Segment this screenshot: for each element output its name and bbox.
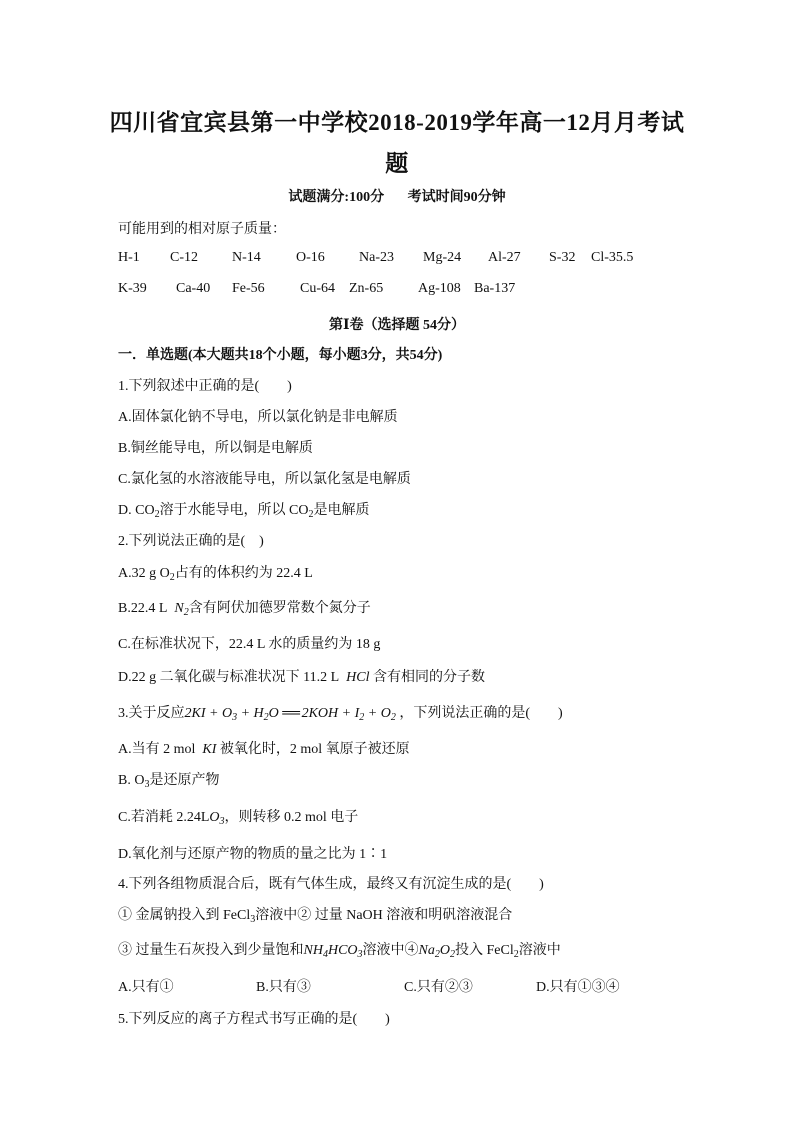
text: ，下列说法正确的是( ) xyxy=(399,706,563,721)
atomic-mass-row1 xyxy=(0,250,794,270)
text: 溶液中② 过量 NaOH 溶液和明矾溶液混合 xyxy=(255,908,513,923)
mass-item: Cl-35.5 xyxy=(591,250,634,265)
q1-option-b: B.铜丝能导电，所以铜是电解质 xyxy=(118,441,313,456)
mass-item: C-12 xyxy=(170,250,198,265)
q3-stem xyxy=(118,702,563,722)
mass-item: Ca-40 xyxy=(176,281,211,296)
q3-option-b xyxy=(118,769,219,789)
formula: Na xyxy=(418,943,435,958)
mass-item: O-16 xyxy=(296,250,325,265)
mass-item: Fe-56 xyxy=(232,281,265,296)
formula: KI xyxy=(202,742,217,757)
subscript: 2 xyxy=(359,712,365,723)
text: A.当有 2 mol xyxy=(118,742,196,757)
exam-info xyxy=(0,186,794,206)
text: D.22 g 二氧化碳与标准状况下 11.2 L xyxy=(118,670,340,685)
q4-option-b: B.只有③ xyxy=(256,980,311,995)
eq-part: 2KOH + I xyxy=(301,706,360,721)
q4-options xyxy=(118,976,678,996)
formula: O xyxy=(439,943,450,958)
q4-line2 xyxy=(118,939,561,959)
eq-part: 2KI + O xyxy=(184,706,233,721)
mass-item: N-14 xyxy=(232,250,261,265)
q4-option-a: A.只有① xyxy=(118,980,174,995)
text: 3.关于反应 xyxy=(118,706,185,721)
text: 是电解质 xyxy=(313,503,370,518)
q4-stem: 4.下列各组物质混合后，既有气体生成，最终又有沉淀生成的是( ) xyxy=(118,877,544,892)
q2-option-c: C.在标准状况下，22.4 L 水的质量约为 18 g xyxy=(118,637,381,652)
eq-part: O xyxy=(268,706,279,721)
equation xyxy=(185,706,279,721)
q1-option-d xyxy=(118,499,370,519)
mass-item: Cu-64 xyxy=(300,281,335,296)
q2-option-a xyxy=(118,562,313,582)
text: 含有阿伏加德罗常数个氮分子 xyxy=(188,601,371,616)
subscript: 2 xyxy=(154,509,160,520)
q3-option-a xyxy=(118,738,410,758)
q4-line1 xyxy=(118,904,512,924)
subscript: 4 xyxy=(322,949,328,960)
formula: O xyxy=(209,810,220,825)
full-marks: 试题满分:100分 xyxy=(288,190,385,205)
mass-item: Ag-108 xyxy=(418,281,461,296)
part-title: 第Ⅰ卷（选择题 54分） xyxy=(328,318,466,333)
q3-option-d: D.氧化剂与还原产物的物质的量之比为 1∶1 xyxy=(118,847,388,862)
formula: NH xyxy=(303,943,323,958)
q4-option-d: D.只有①③④ xyxy=(536,980,620,995)
q1-stem: 1.下列叙述中正确的是( ) xyxy=(118,379,292,394)
eq-part: + O xyxy=(364,706,391,721)
formula: HCl xyxy=(346,670,370,685)
subscript: 2 xyxy=(449,949,455,960)
text: 溶于水能导电，所以 CO xyxy=(159,503,309,518)
q1-option-a: A.固体氯化钠不导电，所以氯化钠是非电解质 xyxy=(118,410,398,425)
exam-title-line2: 题 xyxy=(385,151,409,176)
exam-title-line1: 四川省宜宾县第一中学校2018-2019学年高一12月月考试 xyxy=(109,110,685,135)
text: ① 金属钠投入到 FeCl xyxy=(118,908,251,923)
subscript: 2 xyxy=(263,712,269,723)
equation-equals: ══ xyxy=(282,706,299,721)
text: ③ 过量生石灰投入到少量饱和 xyxy=(118,943,304,958)
text: 投入 FeCl xyxy=(454,943,514,958)
q2-stem: 2.下列说法正确的是( ) xyxy=(118,534,264,549)
text: 是还原产物 xyxy=(149,773,220,788)
mass-item: Ba-137 xyxy=(474,281,516,296)
text: 溶液中 xyxy=(518,943,561,958)
text: B.22.4 L xyxy=(118,601,168,616)
text: 溶液中④ xyxy=(362,943,419,958)
atomic-mass-row2 xyxy=(0,281,794,301)
eq-part: + H xyxy=(237,706,264,721)
mass-item: Mg-24 xyxy=(423,250,462,265)
formula: HCO xyxy=(327,943,358,958)
text: A.32 g O xyxy=(118,566,170,581)
mass-item: Zn-65 xyxy=(349,281,384,296)
subscript: 3 xyxy=(250,914,256,925)
text: ，则转移 0.2 mol 电子 xyxy=(224,810,359,825)
subscript: 3 xyxy=(144,779,150,790)
subscript: 3 xyxy=(232,712,238,723)
subscript: 2 xyxy=(169,572,175,583)
mass-item: S-32 xyxy=(549,250,576,265)
subscript: 2 xyxy=(308,509,314,520)
mass-item: Al-27 xyxy=(488,250,521,265)
subscript: 3 xyxy=(219,816,225,827)
subscript: 2 xyxy=(183,607,189,618)
text: C.若消耗 2.24L xyxy=(118,810,210,825)
section-title: 一．单选题(本大题共18个小题，每小题3分，共54分) xyxy=(118,348,443,363)
text: B. O xyxy=(118,773,145,788)
mass-item: H-1 xyxy=(118,250,140,265)
q3-option-c xyxy=(118,806,358,826)
text: 含有相同的分子数 xyxy=(373,670,485,685)
equation xyxy=(302,706,396,721)
atomic-mass-label: 可能用到的相对原子质量： xyxy=(118,222,286,237)
subscript: 2 xyxy=(434,949,440,960)
exam-time: 考试时间90分钟 xyxy=(407,190,506,205)
formula: N xyxy=(174,601,184,616)
q5-stem: 5.下列反应的离子方程式书写正确的是( ) xyxy=(118,1012,390,1027)
text: 占有的体积约为 22.4 L xyxy=(174,566,313,581)
q2-option-d xyxy=(118,666,485,686)
subscript: 2 xyxy=(390,712,396,723)
subscript: 2 xyxy=(513,949,519,960)
subscript: 3 xyxy=(357,949,363,960)
text: 被氧化时，2 mol 氧原子被还原 xyxy=(219,742,410,757)
text: D. CO xyxy=(118,503,155,518)
q1-option-c: C.氯化氢的水溶液能导电，所以氯化氢是电解质 xyxy=(118,472,411,487)
q2-option-b xyxy=(118,597,371,617)
mass-item: K-39 xyxy=(118,281,147,296)
mass-item: Na-23 xyxy=(359,250,394,265)
q4-option-c: C.只有②③ xyxy=(404,980,473,995)
